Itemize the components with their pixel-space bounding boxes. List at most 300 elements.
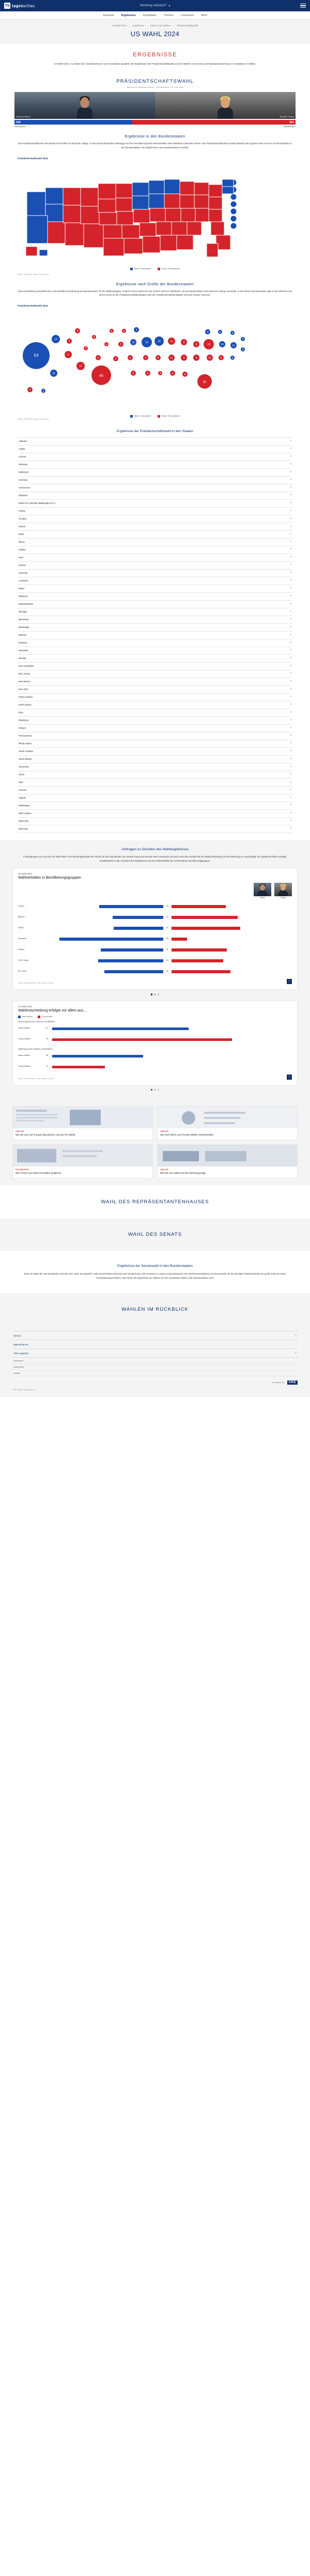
state-name: Iowa — [19, 556, 23, 559]
reasons-row-label: Harris-Wähler — [18, 1027, 30, 1030]
state-row-35[interactable] — [18, 709, 292, 717]
reasons-row-label: Trump-Wähler — [18, 1038, 31, 1040]
state-row-41[interactable] — [18, 756, 292, 763]
state-row-48[interactable] — [18, 810, 292, 818]
svg-text:4: 4 — [159, 372, 161, 375]
svg-text:11: 11 — [232, 344, 235, 347]
state-row-28[interactable] — [18, 655, 292, 663]
state-row-46[interactable] — [18, 794, 292, 802]
state-name: Arkansas — [19, 463, 28, 466]
chevron-down-icon: ▾ — [290, 672, 291, 676]
harris-value: 49 — [166, 970, 168, 972]
trump-bar — [172, 905, 226, 908]
harris-photo — [14, 92, 155, 119]
bubble-legend-label-harris: Harris / Demokraten — [133, 415, 151, 418]
footer — [0, 1326, 310, 1397]
chevron-down-icon: ▾ — [290, 656, 291, 660]
state-name: Indiana — [19, 548, 26, 551]
chevron-down-icon: ▾ — [290, 587, 291, 590]
states-accordion — [0, 420, 310, 833]
carousel-dot-2[interactable] — [154, 993, 156, 995]
card-groups-footer — [18, 979, 292, 984]
state-name: Vermont — [19, 789, 27, 792]
svg-text:6: 6 — [67, 353, 69, 357]
state-row-31[interactable] — [18, 678, 292, 686]
chevron-down-icon: ▾ — [290, 540, 291, 544]
state-name: South Carolina — [19, 750, 33, 753]
state-name: Louisiana — [19, 579, 28, 582]
chevron-down-icon: ▾ — [290, 556, 291, 559]
chevron-down-icon: ▾ — [290, 695, 291, 699]
state-name: North Dakota — [19, 703, 32, 707]
state-name: Colorado — [19, 479, 27, 482]
card-reasons-title: Wahlentscheidung erfolgte vor allem aus... — [18, 1008, 87, 1013]
news-card-0[interactable] — [12, 1106, 153, 1140]
reasons-row-label: Harris-Wähler — [18, 1054, 30, 1057]
state-row-7[interactable] — [18, 492, 292, 500]
legend-swatch-blue-icon — [18, 1016, 21, 1018]
legend-label-trump: Trump / Republikaner — [161, 268, 180, 270]
state-row-12[interactable] — [18, 531, 292, 539]
retrospective-section — [0, 1293, 310, 1326]
card-groups-source: Quelle: Edison Research / NBC News, Exit Polls — [18, 982, 54, 985]
svg-text:3: 3 — [242, 338, 244, 341]
footer-links — [12, 1358, 298, 1376]
brand-primary: tages — [12, 3, 23, 8]
candidate-harris[interactable] — [14, 92, 155, 119]
state-row-38[interactable] — [18, 732, 292, 740]
info-badge-icon[interactable]: i — [287, 1075, 292, 1080]
state-row-27[interactable] — [18, 647, 292, 655]
results-section-text: US-Wahl 2024: So haben die Amerikanerinnen und Amerikaner gewählt. Die Ergebnisse der Präsidentschaftswahl und der Wahlen zum Senat und Repräsentantenhaus in interaktiven Grafiken. — [54, 63, 256, 65]
state-row-4[interactable] — [18, 469, 292, 477]
chevron-down-icon: ▾ — [290, 711, 291, 714]
bar-caption-trump: Republikaner — [283, 125, 296, 128]
chevron-down-icon: ▾ — [290, 618, 291, 621]
svg-text:11: 11 — [79, 364, 82, 368]
us-states-map-svg — [0, 161, 310, 267]
state-name: Michigan — [19, 610, 27, 614]
harris-thumb — [254, 883, 271, 896]
chevron-down-icon: ▾ — [290, 594, 291, 598]
brand-secondary: schau — [23, 3, 35, 8]
news-tag-0: ANALYSE — [16, 1130, 24, 1133]
svg-text:12: 12 — [54, 338, 57, 341]
info-badge-icon[interactable]: i — [287, 979, 292, 984]
state-name: North Carolina — [19, 696, 33, 699]
chevron-down-icon: ▾ — [290, 687, 291, 691]
state-row-3[interactable] — [18, 461, 292, 469]
senate-section-title: WAHL DES SENATS — [128, 1231, 182, 1237]
chevron-down-icon: ▾ — [290, 742, 291, 745]
svg-text:4: 4 — [207, 330, 209, 334]
harris-bar — [114, 927, 163, 930]
state-name: Alabama — [19, 440, 27, 443]
reasons-legend-label-harris: Harris-Wähler — [22, 1016, 33, 1018]
polls-section — [0, 840, 310, 1099]
footer-section-ard[interactable] — [12, 1349, 298, 1358]
svg-text:3: 3 — [219, 330, 221, 334]
news-thumbnail-3 — [158, 1145, 297, 1167]
footer-link-kontakt[interactable]: Kontakt — [12, 1370, 298, 1376]
svg-text:10: 10 — [208, 356, 211, 360]
state-row-24[interactable] — [18, 624, 292, 632]
harris-bar — [104, 970, 163, 973]
reasons-legend-harris — [18, 1016, 33, 1018]
chevron-down-icon: ▾ — [290, 478, 291, 482]
state-name: Tennessee — [19, 765, 29, 769]
state-row-9[interactable] — [18, 508, 292, 515]
breadcrumb-sep-1: › — [147, 24, 148, 27]
state-name: Minnesota — [19, 618, 29, 621]
svg-text:4: 4 — [42, 389, 44, 393]
group-label: Schwarze — [18, 937, 27, 940]
trump-electoral-votes: 312 — [289, 120, 294, 124]
nav-item-startseite[interactable]: Startseite — [102, 13, 114, 17]
state-name: Oklahoma — [19, 719, 29, 722]
us-bubble-map-svg — [0, 308, 310, 411]
group-label: 18-29 Jahre — [18, 959, 29, 961]
retrospective-section-title: WAHLEN IM RÜCKBLICK — [121, 1307, 189, 1313]
state-name: Wyoming — [19, 827, 28, 831]
legend-swatch-red-icon — [158, 268, 160, 270]
state-row-37[interactable] — [18, 725, 292, 732]
carousel-dot-1[interactable] — [151, 1089, 153, 1091]
chevron-down-icon: ▾ — [290, 765, 291, 769]
group-row-6 — [18, 965, 292, 976]
state-name: Pennsylvania — [19, 734, 32, 738]
polls-heading: Umfragen zu Gründen des Wahlergebnisses — [121, 847, 189, 851]
footer-copyright: © ARD-aktuell / tagesschau.de — [12, 1389, 35, 1391]
senate-section — [0, 1218, 310, 1251]
svg-text:10: 10 — [221, 343, 224, 346]
state-name: Washington — [19, 804, 30, 807]
breadcrumb-sep-2: › — [173, 24, 174, 27]
state-row-17[interactable] — [18, 570, 292, 577]
trump-name: Donald Trump — [280, 115, 294, 118]
harris-bar — [52, 1028, 189, 1031]
state-row-18[interactable] — [18, 577, 292, 585]
state-row-2[interactable] — [18, 453, 292, 461]
harris-bar — [101, 948, 163, 952]
ard-logo[interactable]: ARD — [287, 1381, 298, 1385]
chevron-down-icon: ▾ — [290, 625, 291, 629]
state-row-11[interactable] — [18, 523, 292, 531]
chevron-down-icon: ▾ — [290, 633, 291, 637]
state-row-15[interactable] — [18, 554, 292, 562]
harris-vote-bar — [14, 120, 132, 125]
legend-swatch-red-icon — [158, 415, 160, 418]
chevron-down-icon: ▾ — [290, 788, 291, 792]
chevron-down-icon: ▾ — [290, 447, 291, 451]
chevron-down-icon: ▾ — [290, 439, 291, 443]
chevron-down-icon: ▾ — [168, 4, 171, 8]
chevron-down-icon: ▾ — [290, 455, 291, 458]
state-name: Maine — [19, 587, 25, 590]
svg-text:11: 11 — [52, 372, 55, 375]
state-row-0[interactable] — [18, 438, 292, 446]
column-head-trump — [274, 883, 292, 899]
footer-brand-label: ein Angebot der — [272, 1382, 285, 1384]
svg-text:6: 6 — [172, 372, 174, 375]
reasons-legend-label-trump: Trump-Wähler — [41, 1016, 53, 1018]
svg-text:54: 54 — [34, 352, 39, 358]
state-name: Alaska — [19, 448, 25, 451]
reasons-row-label: Trump-Wähler — [18, 1065, 31, 1068]
svg-text:6: 6 — [220, 356, 222, 360]
state-row-10[interactable] — [18, 515, 292, 523]
trump-bar — [172, 970, 230, 973]
trump-bar — [172, 959, 223, 962]
state-row-44[interactable] — [18, 779, 292, 787]
reasons-row-harris-1 — [18, 1023, 292, 1034]
carousel-dot-2[interactable] — [154, 1089, 156, 1091]
state-row-29[interactable] — [18, 663, 292, 670]
carousel-dot-3[interactable] — [158, 1089, 160, 1091]
state-row-22[interactable] — [18, 608, 292, 616]
state-name: Florida — [19, 510, 25, 513]
state-row-21[interactable] — [18, 601, 292, 608]
senate-results-heading: Ergebnisse der Senatswahl in den Bundesstaaten — [117, 1264, 193, 1268]
legend-swatch-blue-icon — [130, 415, 133, 418]
state-row-19[interactable] — [18, 585, 292, 593]
page-title-band — [0, 20, 310, 43]
hamburger-menu-icon[interactable] — [300, 4, 306, 8]
footer-section-tagesschau[interactable] — [12, 1340, 298, 1349]
chevron-down-icon: ▾ — [290, 680, 291, 683]
card-reasons-source: Quelle: Edison Research / NBC News, Exit Polls — [18, 1077, 54, 1080]
state-row-39[interactable] — [18, 740, 292, 748]
harris-bar — [59, 938, 163, 941]
svg-text:15: 15 — [158, 340, 161, 343]
state-name: Oregon — [19, 727, 26, 730]
bar-caption-harris: Demokraten — [14, 125, 26, 128]
svg-text:5: 5 — [97, 356, 99, 360]
svg-text:11: 11 — [170, 356, 173, 360]
chevron-down-icon: ▾ — [290, 579, 291, 582]
state-name: New Jersey — [19, 672, 30, 676]
nav-item-mehr[interactable]: Mehr — [201, 13, 208, 17]
house-section — [0, 1186, 310, 1218]
chevron-down-icon: ▾ — [295, 1334, 297, 1338]
svg-text:8: 8 — [183, 341, 185, 344]
card-voting-reasons — [12, 1001, 298, 1085]
breadcrumb-item-2[interactable]: Karten und Grafiken — [150, 24, 171, 27]
svg-text:6: 6 — [129, 356, 131, 360]
logo[interactable] — [4, 3, 35, 9]
svg-text:40: 40 — [99, 374, 103, 378]
missed-broadcast-dropdown[interactable] — [140, 4, 171, 8]
breadcrumb-item-1[interactable]: Ergebnisse — [132, 24, 144, 27]
breadcrumb-item-3[interactable]: Präsidentschaftswahl — [176, 24, 198, 27]
candidate-trump[interactable] — [155, 92, 296, 119]
trump-photo — [155, 92, 296, 119]
house-section-title: WAHL DES REPRÄSENTANTENHAUSES — [101, 1199, 209, 1205]
bubble-map[interactable] — [0, 308, 310, 417]
chevron-down-icon: ▾ — [290, 602, 291, 606]
state-row-23[interactable] — [18, 616, 292, 624]
state-row-34[interactable] — [18, 701, 292, 709]
svg-text:3: 3 — [105, 343, 107, 346]
page-title: US WAHL 2024 — [130, 30, 180, 38]
senate-results-text: Etwa ein Drittel der 100 Senatssitze wird alle zwei Jahre neu gewählt. Jeder Bundesstaat entsendet zwei Senatorinnen oder Senatoren in obere Kongresskammer. Die Mehrheitsverhältnisse im Senat spielen für die jeweilige Präsidentschaft eine große Rolle bei vielen Gesetzgebungsvorhaben. Was setzte die Ergebnisse der Wahlen um den Senatssitze direkt in den Bundesstaaten aus? — [24, 1272, 286, 1279]
footer-brand — [0, 1376, 310, 1388]
chevron-down-icon: ▾ — [295, 1352, 297, 1355]
chevron-down-icon: ▾ — [290, 517, 291, 520]
map-legend — [0, 267, 310, 270]
breadcrumb — [0, 24, 310, 27]
senate-results-section — [0, 1251, 310, 1293]
electoral-map-section — [0, 128, 310, 151]
electoral-map-chart-label: Präsidentschaftswahl 2024 — [18, 157, 48, 160]
state-row-26[interactable] — [18, 639, 292, 647]
chevron-down-icon: ▾ — [290, 780, 291, 784]
reasons-value: 22 — [46, 1065, 48, 1068]
group-row-2 — [18, 922, 292, 933]
state-row-14[interactable] — [18, 546, 292, 554]
carousel-dot-3[interactable] — [158, 993, 160, 995]
state-row-40[interactable] — [18, 748, 292, 756]
state-row-1[interactable] — [18, 446, 292, 453]
news-title-1: Wie sich Harris' und Trumps Wähler unterscheiden — [160, 1133, 214, 1136]
candidate-photos — [0, 92, 310, 119]
presidential-subtitle: Stimmen im Electoral College – 538 Wahlleute, 270 zum Sieg — [127, 86, 183, 89]
chevron-down-icon: ▾ — [290, 563, 291, 567]
electoral-vote-bar — [0, 120, 310, 125]
reasons-value: 57 — [46, 1027, 48, 1030]
state-row-20[interactable] — [18, 593, 292, 601]
state-name: Hawaii — [19, 525, 25, 528]
main-nav — [0, 11, 310, 20]
harris-portrait-illustration — [257, 884, 268, 896]
nav-item-kandidaten[interactable]: Kandidaten — [143, 13, 157, 17]
electoral-map[interactable] — [0, 161, 310, 272]
state-row-25[interactable] — [18, 632, 292, 639]
svg-text:19: 19 — [207, 343, 210, 346]
trump-portrait-illustration — [218, 96, 233, 119]
news-card-3[interactable] — [157, 1144, 298, 1178]
carousel-dot-1[interactable] — [151, 993, 153, 995]
breadcrumb-sep-0: › — [129, 24, 130, 27]
state-name: Georgia — [19, 517, 26, 520]
state-row-5[interactable] — [18, 477, 292, 484]
svg-text:4: 4 — [231, 331, 234, 335]
harris-value: 53 — [166, 904, 168, 907]
nav-item-themen[interactable]: Themen — [163, 13, 174, 17]
state-row-13[interactable] — [18, 539, 292, 546]
footer-link-impressum[interactable]: Impressum — [12, 1358, 298, 1364]
breadcrumb-item-0[interactable]: US-Wahl 2024 — [112, 24, 127, 27]
chevron-down-icon: ▾ — [290, 819, 291, 823]
card-voting-groups — [12, 868, 298, 990]
chevron-down-icon: ▾ — [290, 773, 291, 776]
chevron-down-icon: ▾ — [290, 749, 291, 753]
state-row-50[interactable] — [18, 825, 292, 833]
chevron-down-icon: ▾ — [290, 757, 291, 761]
state-name: Rhode Island — [19, 742, 32, 745]
state-name: Ohio — [19, 711, 23, 714]
chevron-down-icon: ▾ — [290, 641, 291, 645]
group-label: Weiße — [18, 926, 24, 929]
harris-bar — [99, 905, 163, 908]
footer-link-datenschutz[interactable]: Datenschutz — [12, 1364, 298, 1370]
reasons-value: 38 — [46, 1054, 48, 1057]
svg-text:6: 6 — [115, 357, 117, 361]
chevron-down-icon: ▾ — [290, 610, 291, 614]
state-name: Texas — [19, 773, 24, 776]
chevron-down-icon: ▾ — [290, 486, 291, 489]
state-row-8[interactable] — [18, 500, 292, 508]
state-row-16[interactable] — [18, 562, 292, 570]
state-name: New Hampshire — [19, 665, 34, 668]
harris-name: Kamala Harris — [16, 115, 30, 118]
footer-section-label: ARD Angebote — [13, 1352, 29, 1355]
legend-swatch-red-icon — [38, 1016, 40, 1018]
state-row-45[interactable] — [18, 787, 292, 794]
state-name: Idaho — [19, 533, 24, 536]
presidential-title: PRÄSIDENTSCHAFTSWAHL — [116, 79, 194, 85]
svg-text:11: 11 — [170, 340, 173, 343]
state-name: Kansas — [19, 564, 26, 567]
state-row-43[interactable] — [18, 771, 292, 779]
state-row-42[interactable] — [18, 763, 292, 771]
state-row-6[interactable] — [18, 484, 292, 492]
state-row-32[interactable] — [18, 686, 292, 694]
trump-bar — [52, 1038, 232, 1041]
state-name: New York — [19, 688, 28, 691]
state-row-36[interactable] — [18, 717, 292, 725]
chevron-down-icon: ▾ — [290, 470, 291, 474]
nav-item-livestream[interactable]: Livestream — [180, 13, 194, 17]
chevron-down-icon: ▾ — [290, 571, 291, 575]
bubble-map-legend — [0, 414, 310, 418]
electoral-map-text: Das Präsidentschaftswahl entscheidet sich letztlich im Electoral College. In das die Bundesstaaten abhängig von ihrer Bevölkerungszahl unterschiedlich viele Wahlleute entsenden dürfen. Das Präsidentschaftswahl ist damit letztlich das Ergebnis einer Summe von Einzelwahlen in den Bundesstaaten. Die Ergebnisse in den Bundesstaaten im Detail: — [18, 142, 292, 149]
group-row-4 — [18, 944, 292, 955]
presidential-block — [0, 75, 310, 128]
state-name: Massachusetts — [19, 603, 33, 606]
state-row-47[interactable] — [18, 802, 292, 810]
state-row-30[interactable] — [18, 670, 292, 678]
nav-item-ergebnisse[interactable]: Ergebnisse — [121, 13, 136, 17]
svg-text:3: 3 — [123, 329, 125, 333]
chevron-down-icon: ▾ — [290, 649, 291, 652]
column-label-trump: Trump — [280, 897, 286, 899]
svg-text:10: 10 — [132, 341, 135, 344]
legend-item-trump — [158, 268, 180, 270]
news-card-2[interactable] — [12, 1144, 153, 1178]
carousel-dots — [0, 993, 310, 995]
trump-bar — [172, 927, 240, 930]
footer-section-service[interactable] — [12, 1331, 298, 1340]
chevron-down-icon: ▾ — [290, 532, 291, 536]
group-label: 65+ Jahre — [18, 970, 27, 972]
footer-sections — [12, 1331, 298, 1358]
bubble-map-source: Quelle: AP/Reuters, eigene Berechnung — [18, 418, 49, 420]
state-row-49[interactable] — [18, 818, 292, 825]
svg-text:4: 4 — [76, 329, 79, 333]
state-name: Kentucky — [19, 572, 28, 575]
state-row-33[interactable] — [18, 694, 292, 701]
bubble-map-heading: Ergebnisse nach Größe der Bundesstaaten — [116, 282, 194, 286]
reasons-row-trump-2 — [18, 1061, 292, 1072]
states-accordion-list — [18, 437, 292, 833]
news-card-1[interactable] — [157, 1106, 298, 1140]
logo-mark-icon: TS — [4, 3, 10, 9]
harris-value: 41 — [166, 926, 168, 929]
svg-text:3: 3 — [29, 388, 31, 392]
trump-bar — [172, 938, 187, 941]
bubble-map-chart-label: Präsidentschaftswahl 2024 — [18, 304, 48, 307]
